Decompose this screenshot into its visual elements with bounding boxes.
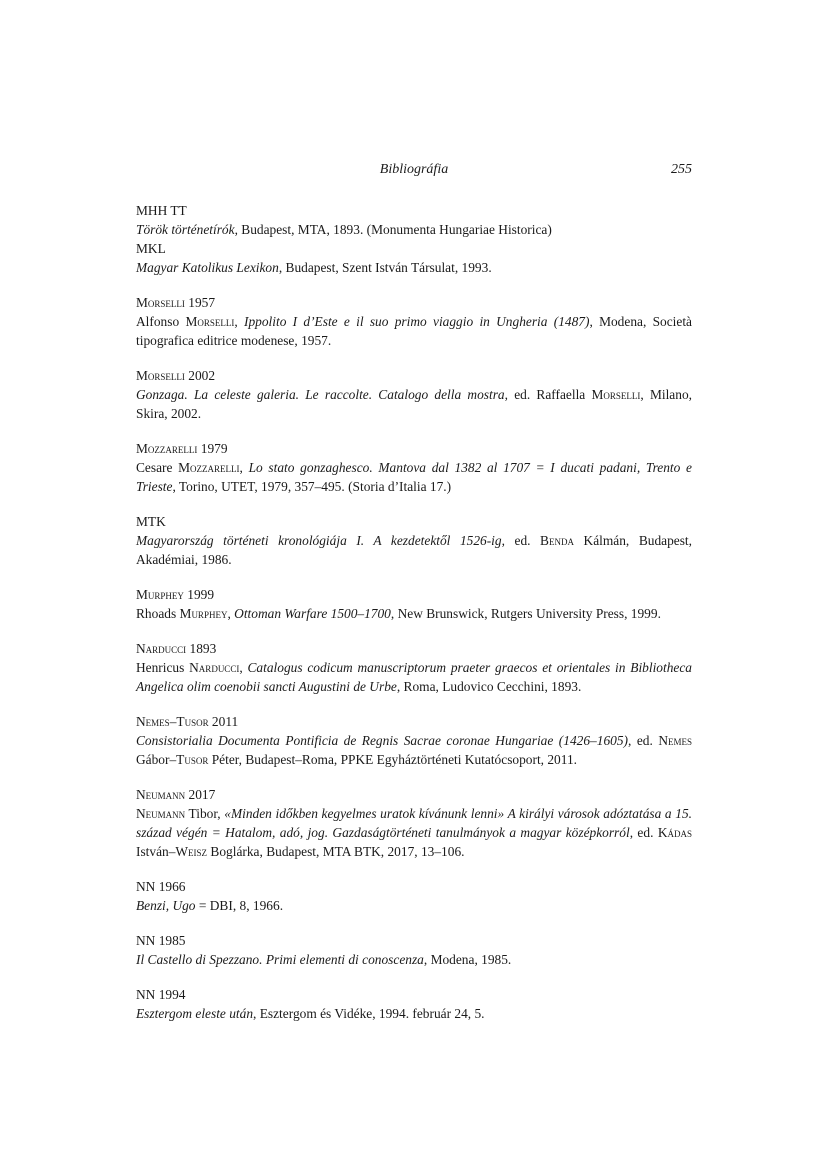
text-run: 2002 xyxy=(184,368,216,383)
entry-citation xyxy=(136,385,692,423)
entry-key xyxy=(136,585,692,604)
bibliography-entry xyxy=(136,239,692,277)
entry-key xyxy=(136,201,692,220)
author-name: Narducci xyxy=(189,660,240,675)
title-run: «Minden időkben kegyelmes uratok kívánunk lenni» A királyi városok adóztatása a 15. század végén = Hatalom, adó, jog. Gazdaságtörténeti tanulmányok a magyar középkorról xyxy=(136,806,692,840)
bibliography-entry xyxy=(136,512,692,569)
entry-citation xyxy=(136,312,692,350)
entry-citation xyxy=(136,220,692,239)
bibliography-entry xyxy=(136,785,692,861)
author-name: Benda xyxy=(540,533,574,548)
entry-citation xyxy=(136,950,692,969)
author-name: Weisz xyxy=(175,844,208,859)
title-run: Magyarország történeti kronológiája I. A kezdetektől 1526-ig xyxy=(136,533,502,548)
bibliography-entry xyxy=(136,877,692,915)
text-run: Rhoads xyxy=(136,606,180,621)
text-run: , Budapest, MTA, 1893. (Monumenta Hungariae Historica) xyxy=(234,222,552,237)
entry-key xyxy=(136,366,692,385)
text-run: 1957 xyxy=(184,295,216,310)
text-run: 1893 xyxy=(186,641,217,656)
text-run: , ed. xyxy=(628,733,659,748)
title-run: Lo stato gonzaghesco. Mantova dal 1382 al 1707 = I ducati padani, Trento e Trieste xyxy=(136,460,692,494)
text-run: NN 1985 xyxy=(136,933,186,948)
text-run: , xyxy=(227,606,235,621)
text-run: , ed. Raffaella xyxy=(504,387,592,402)
author-name: Tusor xyxy=(176,752,209,767)
bibliography-entry xyxy=(136,366,692,423)
entry-key xyxy=(136,712,692,731)
author-name: Tusor xyxy=(176,714,209,729)
title-run: Ottoman Warfare 1500–1700 xyxy=(234,606,391,621)
entry-key xyxy=(136,512,692,531)
text-run: , Torino, UTET, 1979, 357–495. (Storia d’Italia 17.) xyxy=(172,479,452,494)
text-run: , Budapest, Szent István Társulat, 1993. xyxy=(278,260,492,275)
text-run: 2017 xyxy=(185,787,216,802)
entry-citation xyxy=(136,658,692,696)
text-run: MKL xyxy=(136,241,166,256)
author-name: Nemes xyxy=(658,733,693,748)
title-run: Gonzaga. La celeste galeria. Le raccolte. Catalogo della mostra xyxy=(136,387,505,402)
text-run: Péter, Budapest–Roma, PPKE Egyháztörténeti Kutatócsoport, 2011. xyxy=(208,752,577,767)
running-title: Bibliográfia xyxy=(379,162,449,177)
entry-citation xyxy=(136,258,692,277)
title-run: Benzi, Ugo xyxy=(136,898,196,913)
entry-citation xyxy=(136,896,692,915)
entry-key xyxy=(136,239,692,258)
text-run: Alfonso xyxy=(136,314,186,329)
bibliography-entry xyxy=(136,201,692,239)
text-run: 1979 xyxy=(197,441,228,456)
author-name: Morselli xyxy=(136,368,185,383)
bibliography-list xyxy=(136,201,692,1039)
text-run: , New Brunswick, Rutgers University Press, 1999. xyxy=(390,606,661,621)
entry-key xyxy=(136,877,692,896)
author-name: Morselli xyxy=(185,314,235,329)
entry-citation xyxy=(136,804,692,861)
text-run: – xyxy=(169,714,177,729)
text-run: , Modena, Società tipografica editrice modenese, 1957. xyxy=(136,314,693,348)
author-name: Mozzarelli xyxy=(136,441,198,456)
text-run: Gábor– xyxy=(136,752,177,767)
entry-citation xyxy=(136,731,692,769)
title-run: Török történetírók xyxy=(136,222,235,237)
text-run: NN 1994 xyxy=(136,987,186,1002)
entry-key xyxy=(136,639,692,658)
entry-citation xyxy=(136,1004,692,1023)
text-run: Boglárka, Budapest, MTA BTK, 2017, 13–106. xyxy=(207,844,465,859)
entry-key xyxy=(136,931,692,950)
text-run: Cesare xyxy=(136,460,179,475)
entry-key xyxy=(136,985,692,1004)
bibliography-entry xyxy=(136,931,692,969)
bibliography-entry xyxy=(136,585,692,623)
text-run: MHH TT xyxy=(136,203,187,218)
text-run: , Esztergom és Vidéke, 1994. február 24, 5. xyxy=(253,1006,485,1021)
text-run: , Milano, Skira, 2002. xyxy=(136,387,692,421)
title-run: Ippolito I d’Este e il suo primo viaggio in Ungheria (1487) xyxy=(243,314,590,329)
author-name: Morselli xyxy=(591,387,641,402)
bibliography-entry xyxy=(136,712,692,769)
title-run: Catalogus codicum manuscriptorum praeter graecos et orientales in Bibliotheca Angelica olim coenobii sancti Augustini de Urbe xyxy=(136,660,692,694)
text-run: MTK xyxy=(136,514,166,529)
entry-citation xyxy=(136,604,692,623)
author-name: Murphey xyxy=(179,606,228,621)
entry-key xyxy=(136,785,692,804)
text-run: Kálmán, Budapest, Akadémiai, 1986. xyxy=(136,533,692,567)
author-name: Neumann xyxy=(136,787,186,802)
text-run: Henricus xyxy=(136,660,190,675)
title-run: Consistorialia Documenta Pontificia de Regnis Sacrae coronae Hungariae (1426–1605) xyxy=(136,733,628,748)
text-run: , ed. xyxy=(501,533,541,548)
author-name: Neumann xyxy=(136,806,186,821)
text-run: = DBI, 8, 1966. xyxy=(195,898,284,913)
author-name: Murphey xyxy=(136,587,184,602)
entry-citation xyxy=(136,531,692,569)
text-run: 1999 xyxy=(183,587,215,602)
text-run: 2011 xyxy=(208,714,239,729)
author-name: Morselli xyxy=(136,295,185,310)
bibliography-entry xyxy=(136,293,692,350)
author-name: Nemes xyxy=(136,714,170,729)
page-header xyxy=(136,160,692,180)
text-run: Tibor, xyxy=(185,806,225,821)
text-run: NN 1966 xyxy=(136,879,186,894)
text-run: , xyxy=(239,460,249,475)
bibliography-entry xyxy=(136,639,692,696)
page-number: 255 xyxy=(671,162,692,177)
entry-key xyxy=(136,439,692,458)
text-run: , xyxy=(234,314,244,329)
title-run: Il Castello di Spezzano. Primi elementi di conoscenza xyxy=(136,952,424,967)
entry-key xyxy=(136,293,692,312)
text-run: István– xyxy=(136,844,176,859)
author-name: Mozzarelli xyxy=(178,460,240,475)
entry-citation xyxy=(136,458,692,496)
text-run: , Roma, Ludovico Cecchini, 1893. xyxy=(396,679,582,694)
text-run: , Modena, 1985. xyxy=(423,952,512,967)
author-name: Kádas xyxy=(657,825,692,840)
title-run: Magyar Katolikus Lexikon xyxy=(136,260,279,275)
bibliography-entry xyxy=(136,439,692,496)
title-run: Esztergom eleste után xyxy=(136,1006,254,1021)
bibliography-entry xyxy=(136,985,692,1023)
text-run: , ed. xyxy=(629,825,658,840)
text-run: , xyxy=(239,660,248,675)
author-name: Narducci xyxy=(136,641,187,656)
